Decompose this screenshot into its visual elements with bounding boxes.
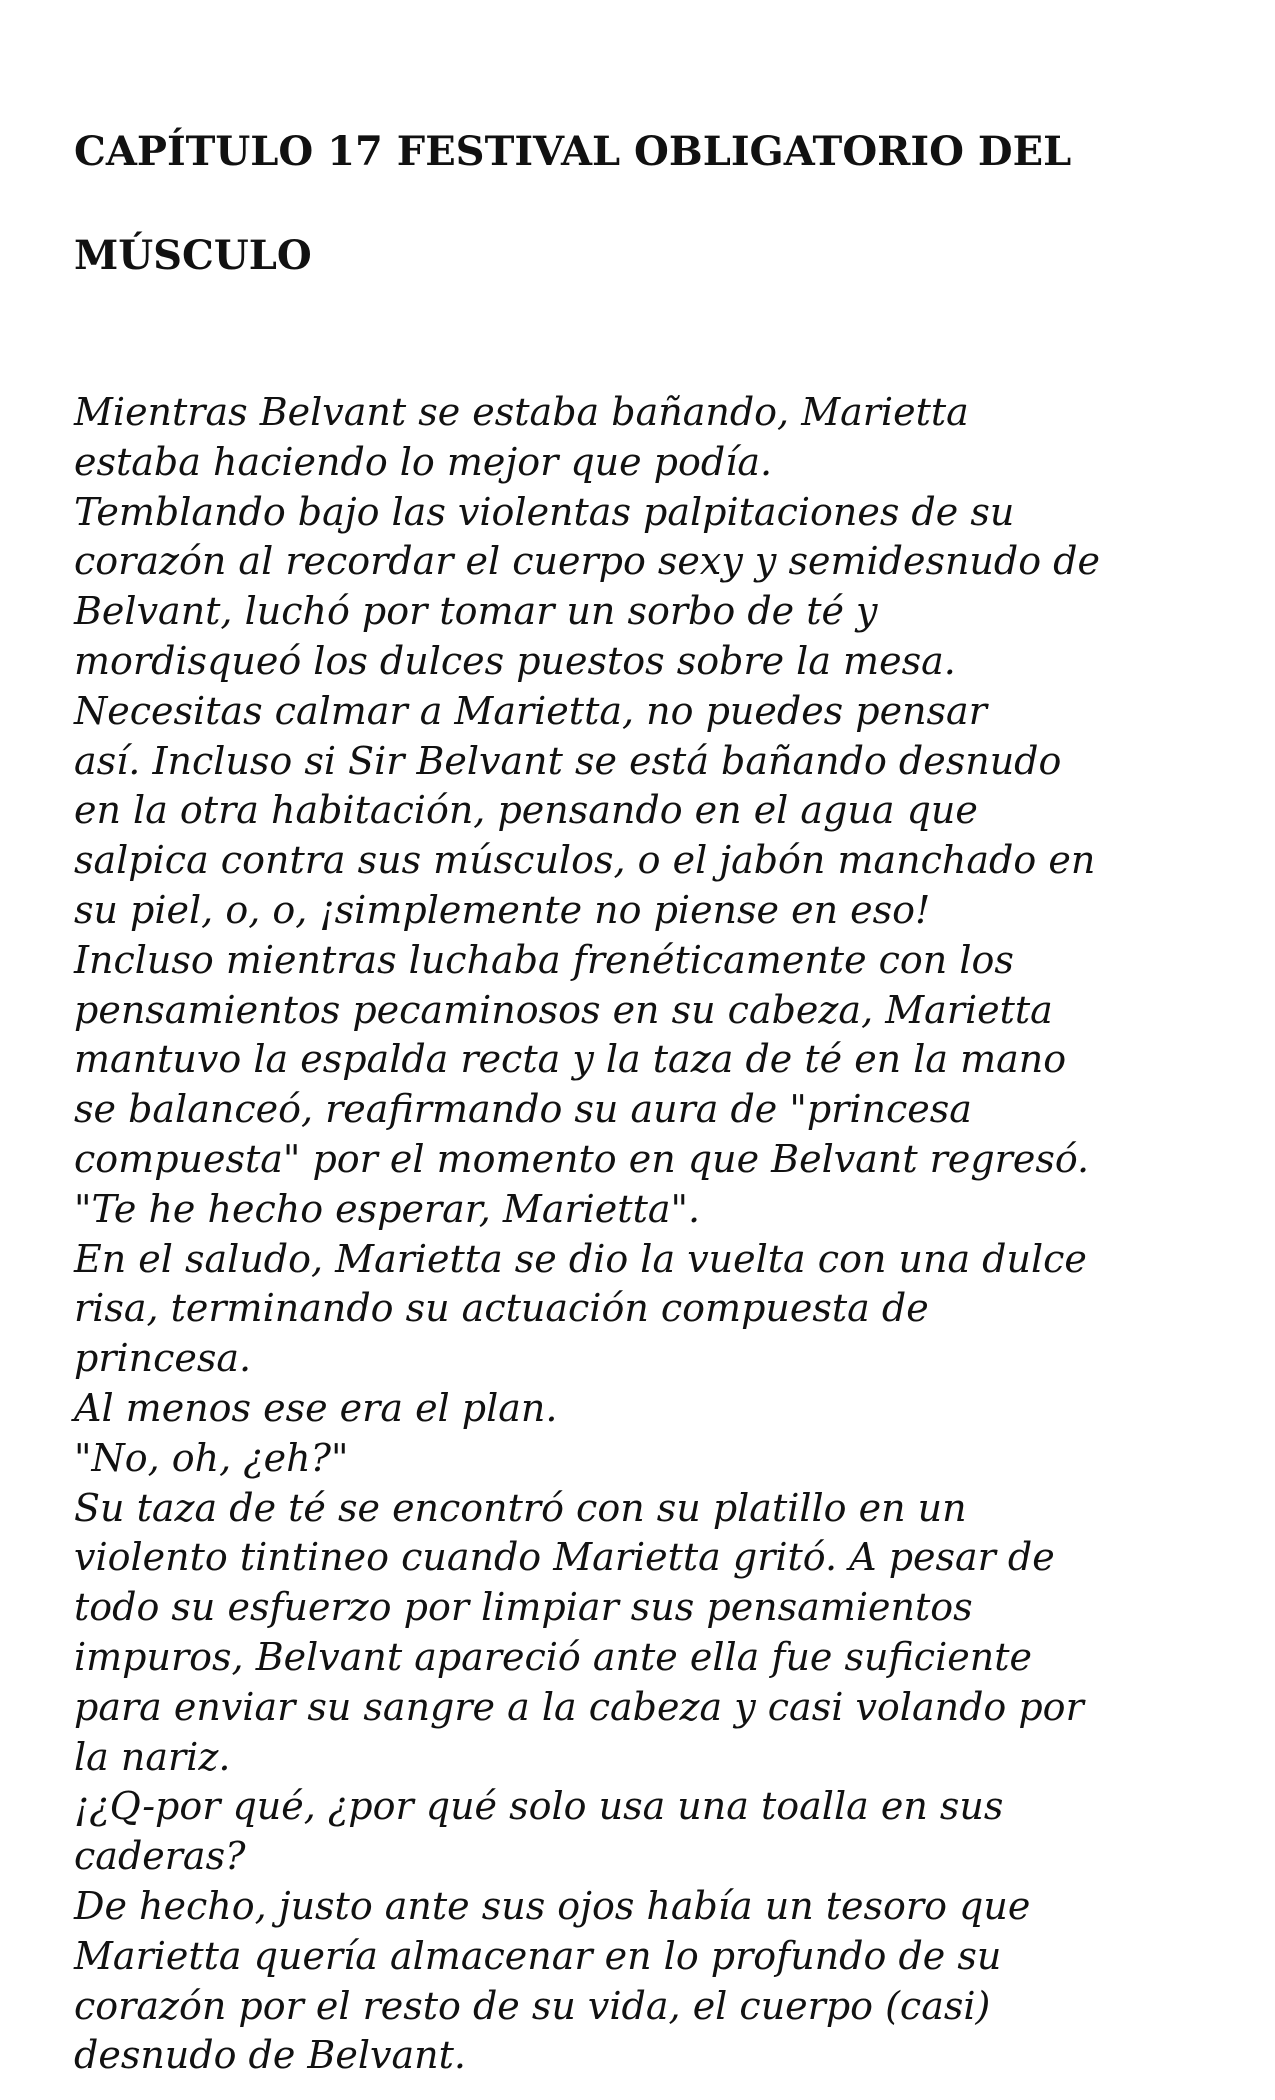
body-text-line: Su taza de té se encontró con su platillo en un [74,1485,967,1530]
chapter-body-text [74,388,1214,2081]
body-text-line: se balanceó, reafirmando su aura de "princesa [74,1087,972,1132]
body-text-line: Al menos ese era el plan. [74,1385,558,1430]
body-text-line: su piel, o, o, ¡simplemente no piense en eso! [74,887,931,932]
body-text-line: compuesta" por el momento en que Belvant regresó. [74,1136,1090,1181]
body-text-line: En el saludo, Marietta se dio la vuelta con una dulce [74,1236,1087,1281]
body-text-line: para enviar su sangre a la cabeza y casi volando por [74,1684,1084,1729]
body-text-line: violento tintineo cuando Marietta gritó. A pesar de [74,1535,1055,1580]
body-text-line: risa, terminando su actuación compuesta de [74,1286,929,1331]
body-text-line: mantuvo la espalda recta y la taza de té en la mano [74,1037,1067,1082]
body-text-line: en la otra habitación, pensando en el agua que [74,788,978,833]
body-text-line: corazón por el resto de su vida, el cuerpo (casi) [74,1983,991,2028]
body-text-line: corazón al recordar el cuerpo sexy y semidesnudo de [74,539,1100,584]
body-text-line: desnudo de Belvant. [74,2033,466,2078]
body-text-line: caderas? [74,1834,246,1879]
document-page [74,74,1214,2081]
body-text-line: la nariz. [74,1734,231,1779]
body-text-line: mordisqueó los dulces puestos sobre la mesa. [74,638,956,683]
body-text-line: ¡¿Q-por qué, ¿por qué solo usa una toalla en sus [74,1784,1004,1829]
body-text-line: "Te he hecho esperar, Marietta". [74,1186,701,1231]
body-text-line: Marietta quería almacenar en lo profundo de su [74,1933,1002,1978]
chapter-title-line: MÚSCULO [74,232,312,279]
body-text-line: así. Incluso si Sir Belvant se está bañando desnudo [74,738,1062,783]
body-text-line: "No, oh, ¿eh?" [74,1435,349,1480]
body-text-line: todo su esfuerzo por limpiar sus pensamientos [74,1585,973,1630]
body-text-line: impuros, Belvant apareció ante ella fue suficiente [74,1634,1032,1679]
body-text-line: De hecho, justo ante sus ojos había un tesoro que [74,1883,1031,1928]
body-text-line: princesa. [74,1336,252,1381]
body-text-line: Incluso mientras luchaba frenéticamente con los [74,937,1014,982]
body-text-line: Temblando bajo las violentas palpitaciones de su [74,489,1015,534]
body-text-line: Belvant, luchó por tomar un sorbo de té y [74,589,878,634]
chapter-title-line: CAPÍTULO 17 FESTIVAL OBLIGATORIO DEL [74,128,1072,175]
body-text-line: Necesitas calmar a Marietta, no puedes pensar [74,688,987,733]
body-text-line: estaba haciendo lo mejor que podía. [74,439,773,484]
body-text-line: Mientras Belvant se estaba bañando, Marietta [74,390,969,434]
body-text-line: salpica contra sus músculos, o el jabón manchado en [74,838,1096,883]
chapter-title [74,74,1214,334]
body-text-line: pensamientos pecaminosos en su cabeza, Marietta [74,987,1053,1032]
